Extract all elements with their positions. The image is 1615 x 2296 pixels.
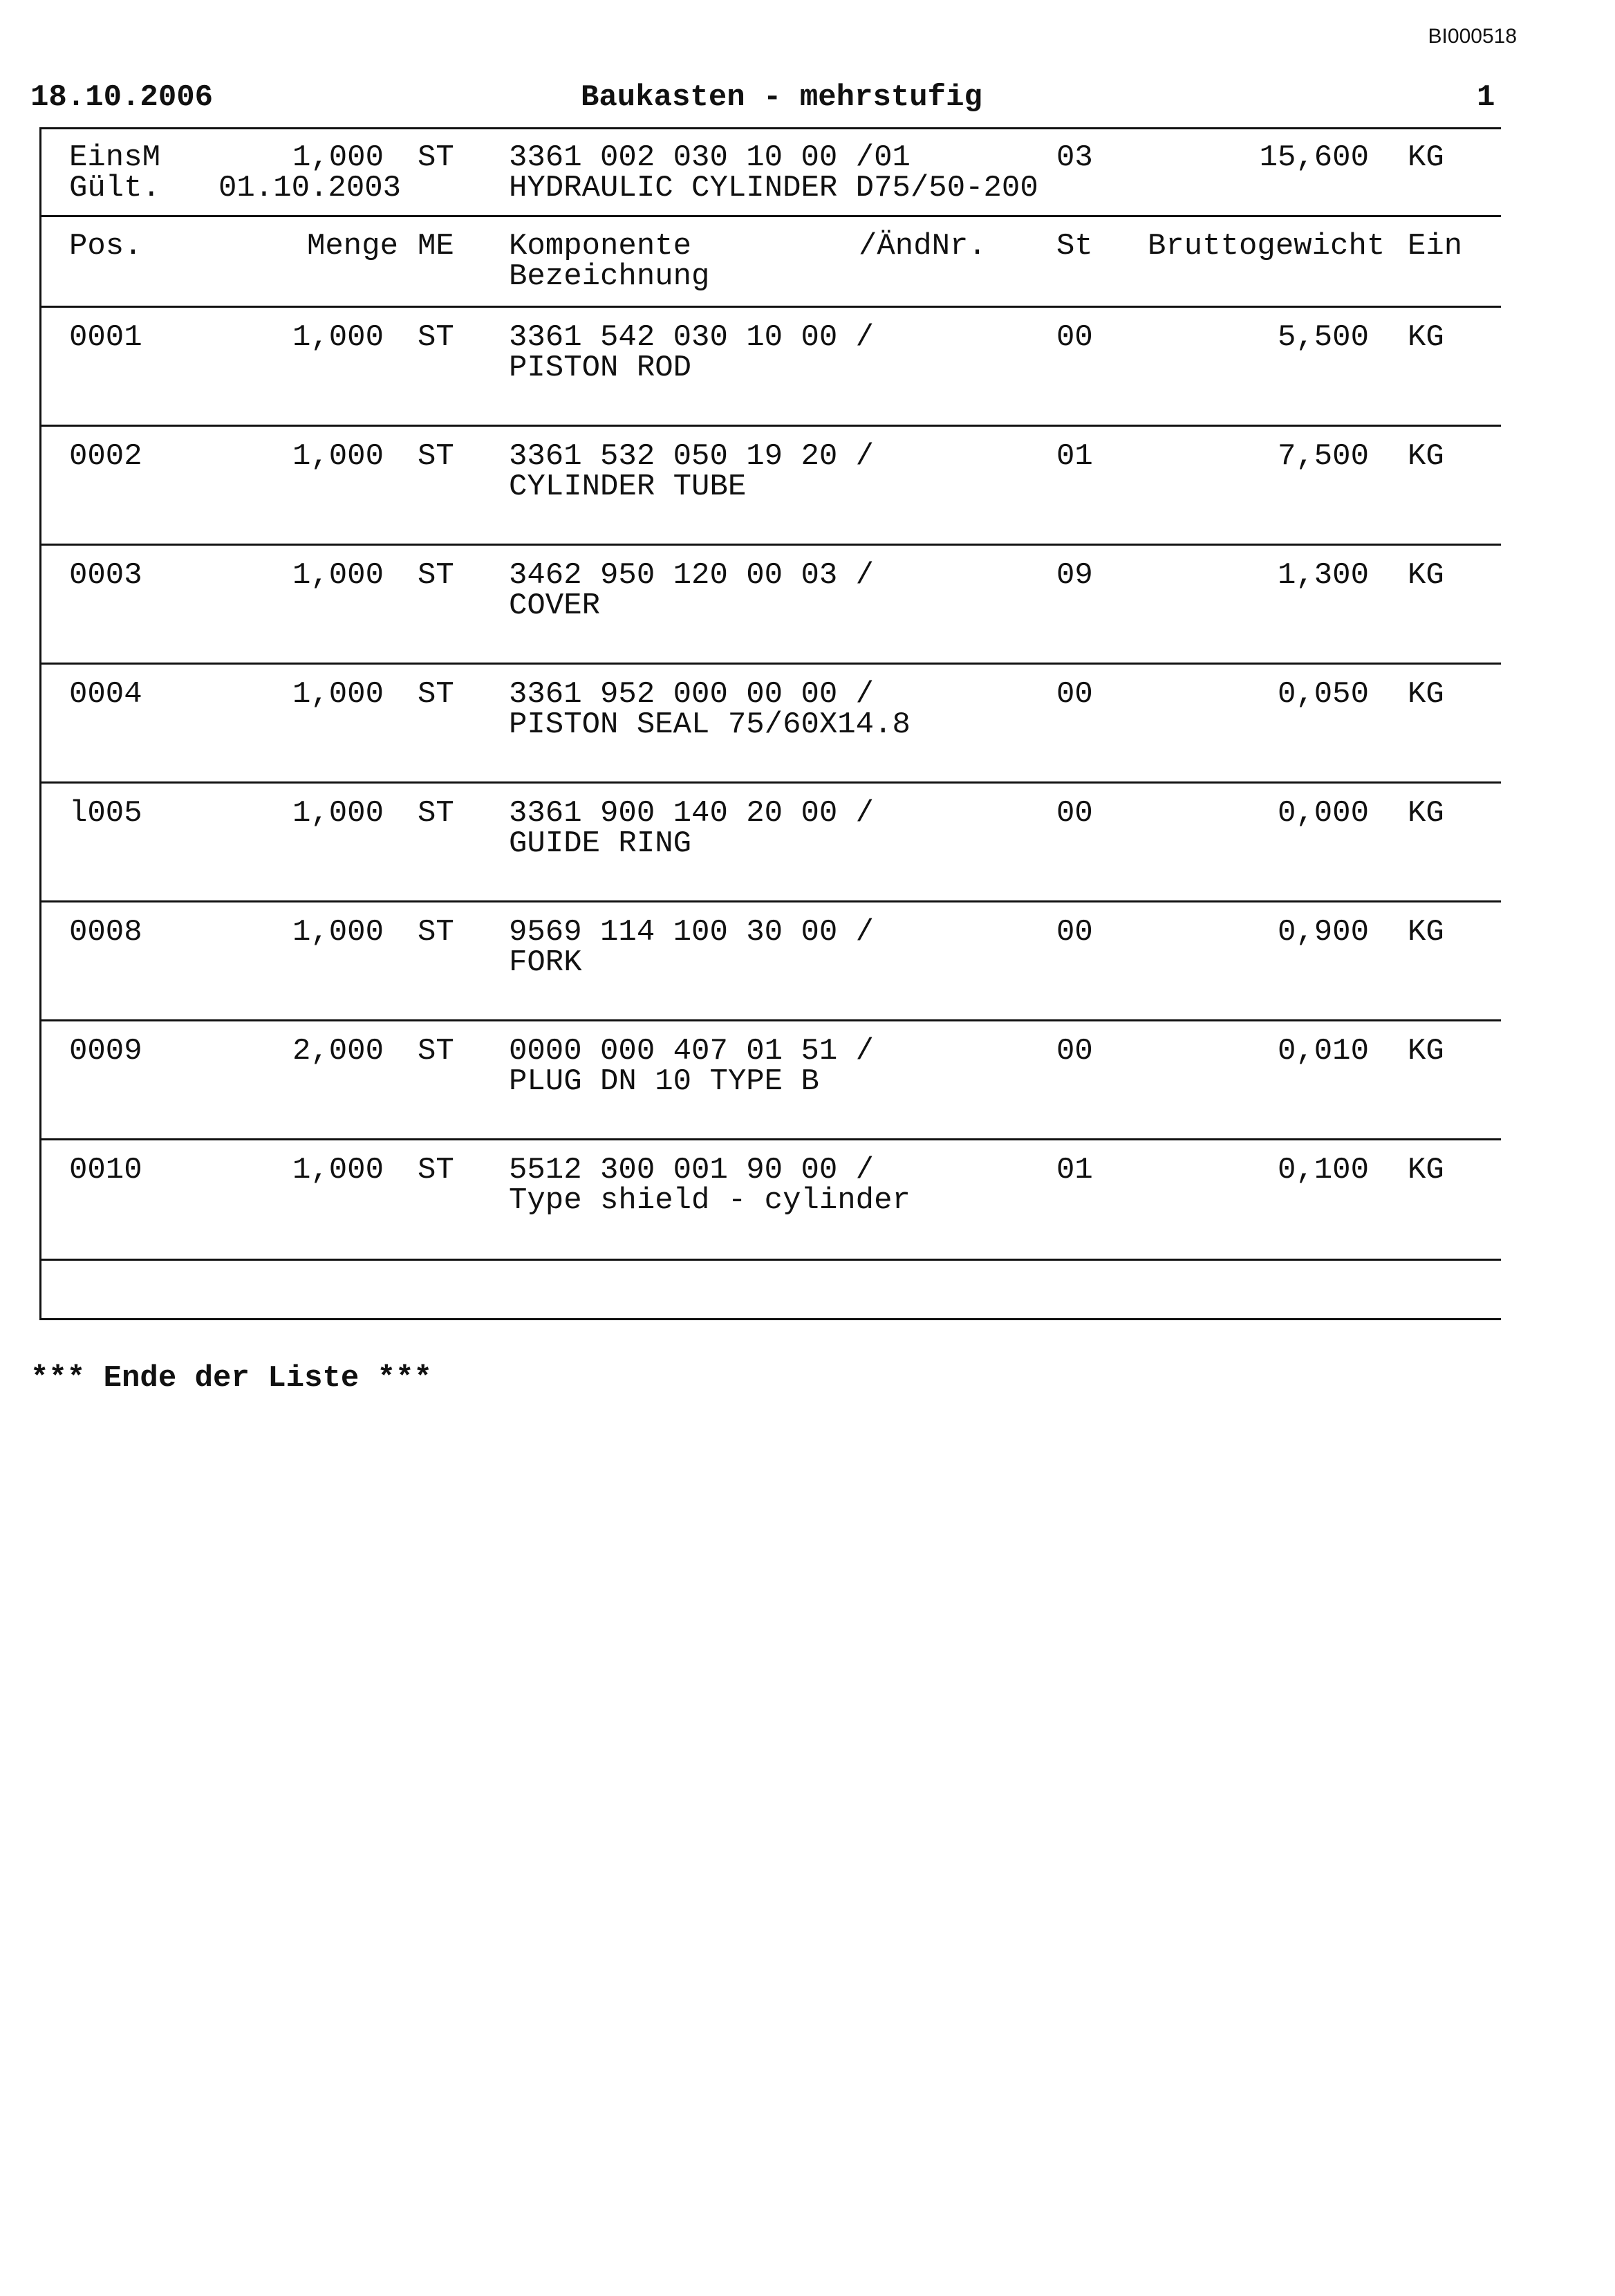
row-weight-unit: KG: [1408, 558, 1444, 593]
row-unit: ST: [418, 796, 454, 831]
row-pos: 0002: [69, 439, 142, 474]
row-status: 00: [1056, 796, 1093, 831]
row-qty: 1,000: [292, 915, 384, 950]
row-qty: 1,000: [292, 1153, 384, 1187]
divider: [39, 425, 1501, 427]
row-weight-unit: KG: [1408, 320, 1444, 355]
row-qty: 2,000: [292, 1034, 384, 1068]
divider: [39, 544, 1501, 546]
row-qty: 1,000: [292, 796, 384, 831]
row-weight: 0,050: [1277, 677, 1369, 712]
row-pos: 0004: [69, 677, 142, 712]
divider: [39, 306, 1501, 308]
valid-date: 01.10.2003: [218, 171, 402, 205]
row-status: 00: [1056, 1034, 1093, 1068]
row-description: GUIDE RING: [509, 826, 692, 861]
assembly-description: HYDRAULIC CYLINDER D75/50-200: [509, 171, 1038, 205]
end-of-list: *** Ende der Liste ***: [30, 1361, 432, 1396]
column-header-bruttogewicht: Bruttogewicht: [1148, 229, 1385, 263]
row-weight: 1,300: [1277, 558, 1369, 593]
row-description: FORK: [509, 945, 582, 980]
row-unit: ST: [418, 320, 454, 355]
row-description: COVER: [509, 589, 601, 623]
divider: [39, 215, 1501, 217]
column-header-st: St: [1056, 229, 1093, 263]
row-weight-unit: KG: [1408, 796, 1444, 831]
assembly-qty: 1,000: [292, 140, 384, 175]
row-weight: 0,010: [1277, 1034, 1369, 1068]
assembly-weight: 15,600: [1259, 140, 1369, 175]
divider: [39, 1019, 1501, 1021]
column-header-pos: Pos.: [69, 229, 142, 263]
row-status: 01: [1056, 1153, 1093, 1187]
row-component: 3462 950 120 00 03 /: [509, 558, 875, 593]
row-component: 0000 000 407 01 51 /: [509, 1034, 875, 1068]
column-header-bezeichnung: Bezeichnung: [509, 259, 710, 294]
row-component: 3361 532 050 19 20 /: [509, 439, 875, 474]
row-weight: 5,500: [1277, 320, 1369, 355]
assembly-weight-unit: KG: [1408, 140, 1444, 175]
valid-label: Gült.: [69, 171, 161, 205]
row-unit: ST: [418, 558, 454, 593]
row-pos: 0001: [69, 320, 142, 355]
row-weight-unit: KG: [1408, 915, 1444, 950]
row-description: PLUG DN 10 TYPE B: [509, 1064, 819, 1099]
row-status: 00: [1056, 677, 1093, 712]
row-description: Type shield - cylinder: [509, 1183, 911, 1218]
row-status: 01: [1056, 439, 1093, 474]
row-unit: ST: [418, 439, 454, 474]
row-pos: 0010: [69, 1153, 142, 1187]
row-status: 00: [1056, 915, 1093, 950]
row-pos: l005: [69, 796, 142, 831]
row-description: CYLINDER TUBE: [509, 470, 747, 504]
row-component: 3361 952 000 00 00 /: [509, 677, 875, 712]
column-header-komponente: Komponente: [509, 229, 692, 263]
row-component: 3361 900 140 20 00 /: [509, 796, 875, 831]
row-weight-unit: KG: [1408, 439, 1444, 474]
row-pos: 0003: [69, 558, 142, 593]
row-unit: ST: [418, 677, 454, 712]
document-id: BI000518: [1428, 25, 1517, 48]
row-weight: 7,500: [1277, 439, 1369, 474]
report-date: 18.10.2006: [30, 80, 214, 115]
row-weight-unit: KG: [1408, 1153, 1444, 1187]
assembly-unit: ST: [418, 140, 454, 175]
divider: [39, 663, 1501, 665]
row-unit: ST: [418, 915, 454, 950]
column-header-aendnr: /ÄndNr.: [859, 229, 987, 263]
report-title: Baukasten - mehrstufig: [581, 80, 982, 115]
row-weight-unit: KG: [1408, 1034, 1444, 1068]
column-header-me: ME: [418, 229, 454, 263]
row-pos: 0009: [69, 1034, 142, 1068]
row-description: PISTON SEAL 75/60X14.8: [509, 707, 911, 742]
row-component: 9569 114 100 30 00 /: [509, 915, 875, 950]
row-status: 00: [1056, 320, 1093, 355]
row-qty: 1,000: [292, 320, 384, 355]
row-weight: 0,000: [1277, 796, 1369, 831]
row-description: PISTON ROD: [509, 351, 692, 385]
row-unit: ST: [418, 1153, 454, 1187]
row-weight: 0,900: [1277, 915, 1369, 950]
row-component: 5512 300 001 90 00 /: [509, 1153, 875, 1187]
divider: [39, 1138, 1501, 1140]
row-qty: 1,000: [292, 558, 384, 593]
row-qty: 1,000: [292, 439, 384, 474]
row-status: 09: [1056, 558, 1093, 593]
row-weight: 0,100: [1277, 1153, 1369, 1187]
row-qty: 1,000: [292, 677, 384, 712]
assembly-status: 03: [1056, 140, 1093, 175]
divider: [39, 1259, 1501, 1261]
column-header-ein: Ein: [1408, 229, 1463, 263]
assembly-component: 3361 002 030 10 00 /01: [509, 140, 911, 175]
divider: [39, 900, 1501, 902]
row-pos: 0008: [69, 915, 142, 950]
row-weight-unit: KG: [1408, 677, 1444, 712]
column-header-menge: Menge: [307, 229, 399, 263]
row-component: 3361 542 030 10 00 /: [509, 320, 875, 355]
row-unit: ST: [418, 1034, 454, 1068]
divider: [39, 781, 1501, 784]
page-number: 1: [1477, 80, 1495, 115]
einsm-label: EinsM: [69, 140, 161, 175]
